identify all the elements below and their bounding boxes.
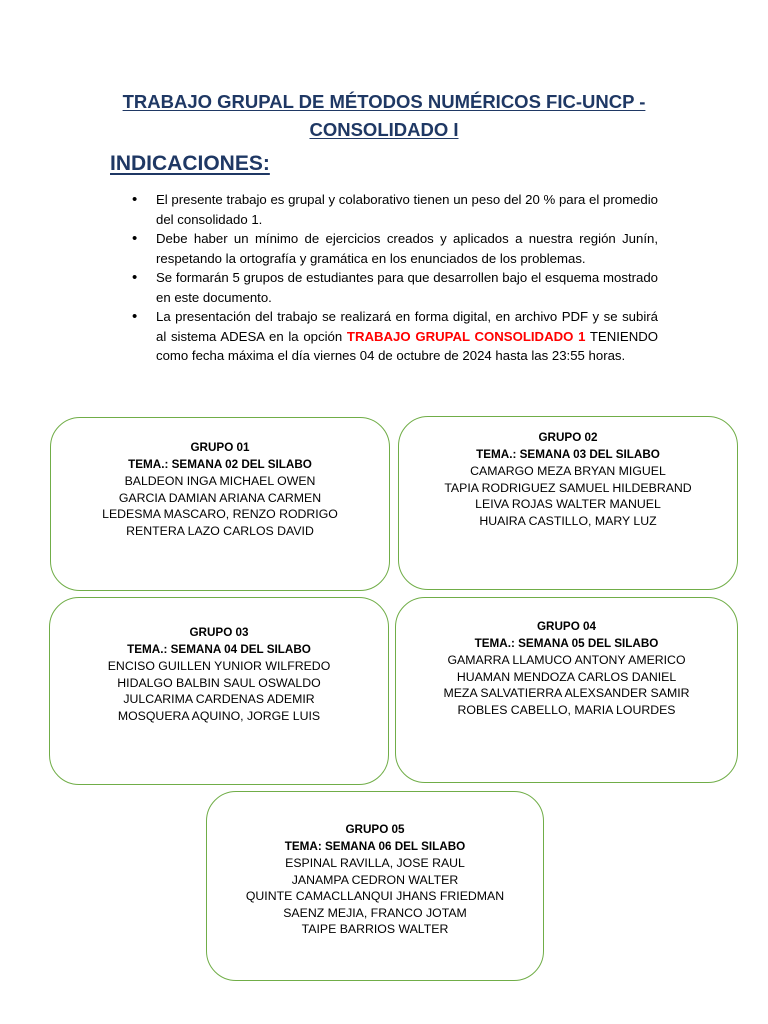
group-title: GRUPO 01 [190,441,250,454]
indication-item: • Debe haber un mínimo de ejercicios creados y aplicados a nuestra región Junín, respetando la ortografía y gramática en los enunciados de los problemas. [156,229,658,268]
group-topic: TEMA.: SEMANA 04 DEL SILABO [127,642,311,656]
group-member: GAMARRA LLAMUCO ANTONY AMERICO [447,653,686,667]
group-member: SAENZ MEJIA, FRANCO JOTAM [283,905,467,920]
indication-item-submission [156,307,658,366]
group-box-04 [395,597,738,783]
document-title-line-2: CONSOLIDADO I [309,119,459,140]
group-member: JULCARIMA CARDENAS ADEMIR [123,692,315,706]
group-member: HUAIRA CASTILLO, MARY LUZ [479,513,657,528]
group-member: ESPINAL RAVILLA, JOSE RAUL [285,856,465,870]
group-member: MEZA SALVATIERRA ALEXSANDER SAMIR [443,686,690,700]
group-box-05 [206,791,544,981]
group-member: CAMARGO MEZA BRYAN MIGUEL [470,464,666,478]
group-member: TAIPE BARRIOS WALTER [301,922,449,936]
group-member: TAPIA RODRIGUEZ SAMUEL HILDEBRAND [444,480,692,495]
group-box-02 [398,416,738,590]
indications-heading: INDICACIONES: [110,152,270,175]
group-title: GRUPO 04 [536,620,597,633]
group-member: ENCISO GUILLEN YUNIOR WILFREDO [107,659,331,673]
indication-item: • El presente trabajo es grupal y colaborativo tienen un peso del 20 % para el promedio del consolidado 1. [156,190,658,229]
group-title: GRUPO 05 [345,823,405,836]
document-title-line-1: TRABAJO GRUPAL DE MÉTODOS NUMÉRICOS FIC-UNCP - [122,91,646,112]
group-member: MOSQUERA AQUINO, JORGE LUIS [117,708,321,723]
group-member: ROBLES CABELLO, MARIA LOURDES [457,702,676,717]
document-title [90,88,678,144]
submission-text-before: La presentación del trabajo se realizará en forma digital, en archivo PDF y se subirá al sistema ADESA en la opción [156,309,658,344]
group-member: QUINTE CAMACLLANQUI JHANS FRIEDMAN [245,889,505,903]
group-member: BALDEON INGA MICHAEL OWEN [124,474,316,488]
group-topic: TEMA: SEMANA 06 DEL SILABO [284,839,466,853]
group-member: GARCIA DAMIAN ARIANA CARMEN [118,490,322,505]
group-topic: TEMA.: SEMANA 03 DEL SILABO [476,447,660,461]
group-topic: TEMA.: SEMANA 02 DEL SILABO [128,457,312,471]
submission-option-highlight: TRABAJO GRUPAL CONSOLIDADO 1 [346,328,586,344]
group-member: HIDALGO BALBIN SAUL OSWALDO [117,675,321,690]
group-member: RENTERA LAZO CARLOS DAVID [126,523,314,538]
group-member: LEDESMA MASCARO, RENZO RODRIGO [102,507,338,521]
group-box-01 [50,417,390,591]
indications-list [110,190,658,366]
group-topic: TEMA.: SEMANA 05 DEL SILABO [474,636,659,650]
group-member: LEIVA ROJAS WALTER MANUEL [475,497,661,511]
submission-text-after: TENIENDO como fecha máxima el día viernes 04 de octubre de 2024 hasta las 23:55 horas. [156,328,658,363]
group-member: JANAMPA CEDRON WALTER [291,872,459,887]
group-box-03 [49,597,389,785]
group-title: GRUPO 02 [538,431,598,444]
indication-item: • Se formarán 5 grupos de estudiantes para que desarrollen bajo el esquema mostrado en este documento. [156,268,658,307]
group-member: HUAMAN MENDOZA CARLOS DANIEL [456,669,677,684]
group-title: GRUPO 03 [189,626,249,639]
